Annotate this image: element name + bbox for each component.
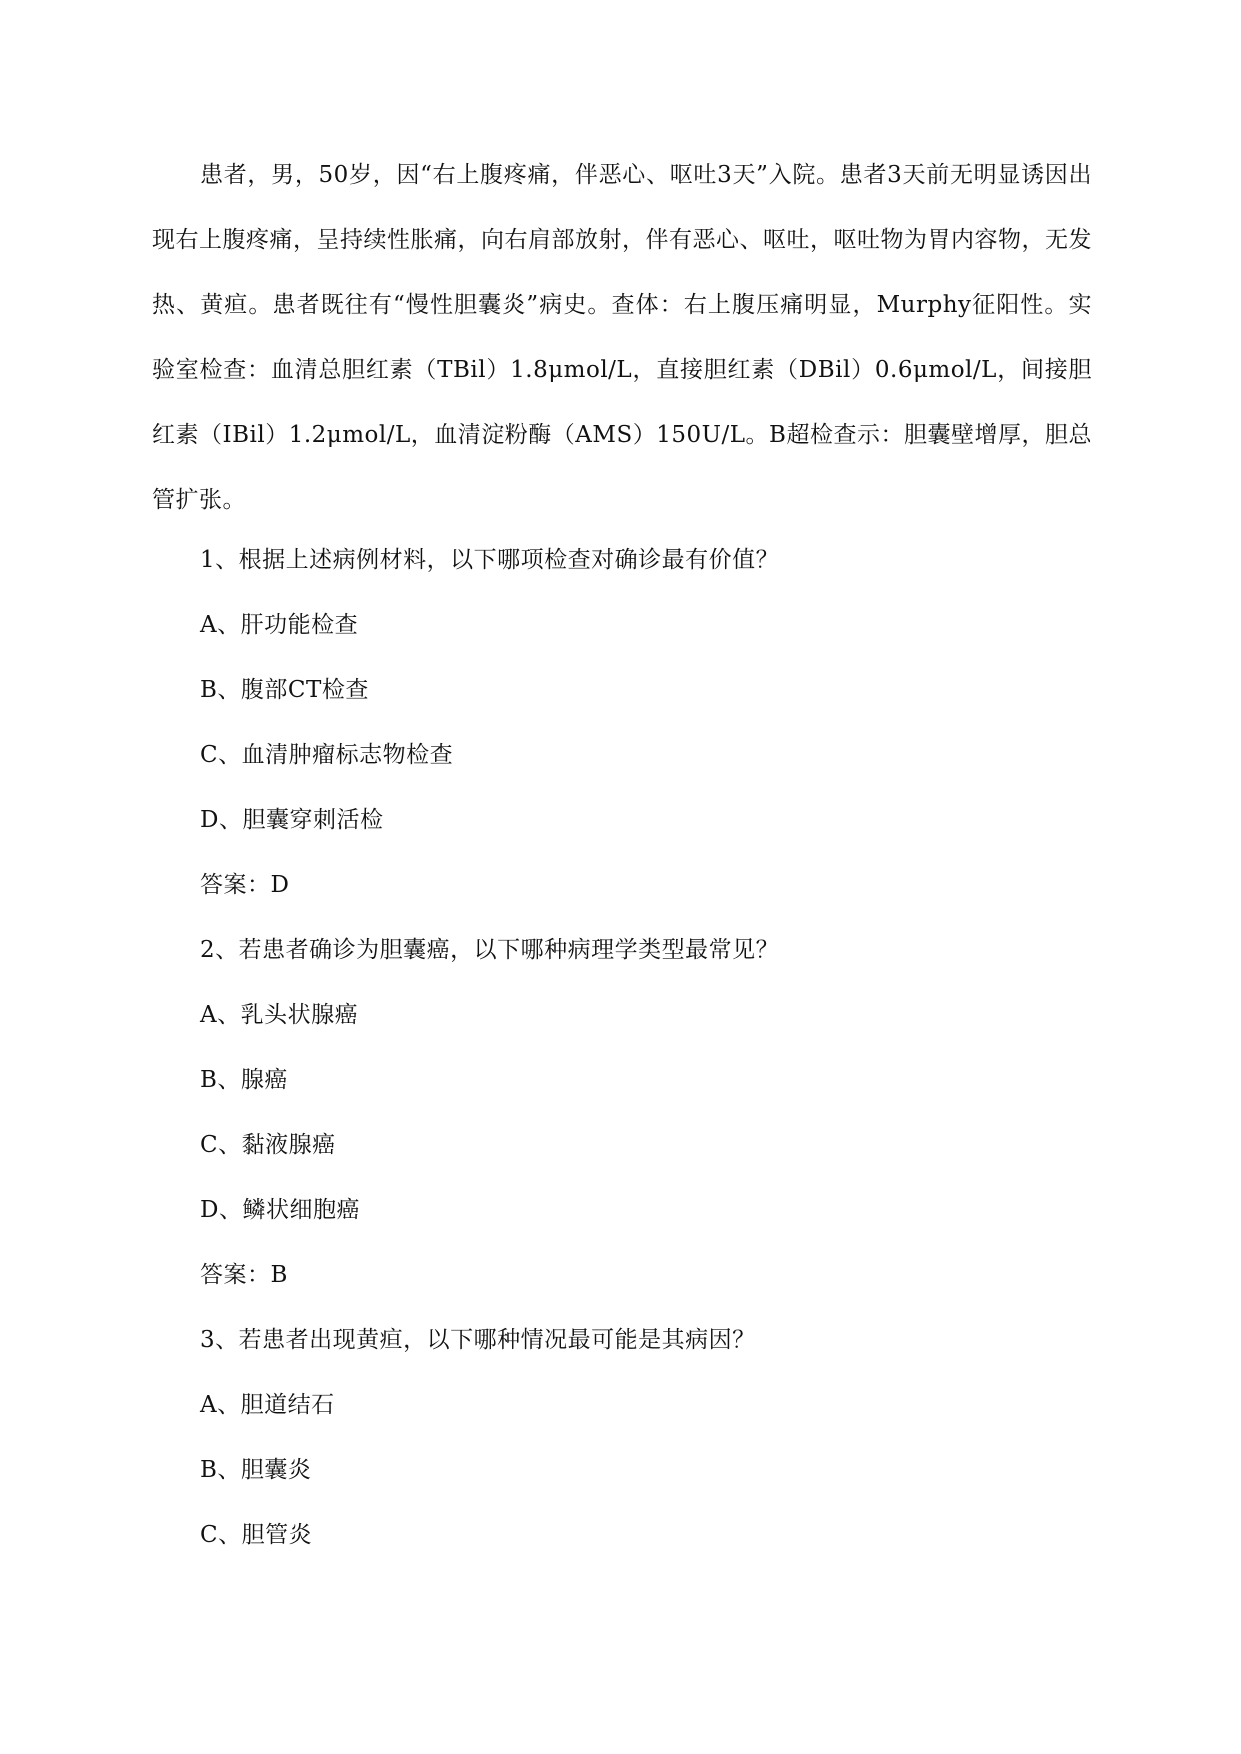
question-1: 1、根据上述病例材料，以下哪项检查对确诊最有价值？	[200, 547, 780, 573]
q1-option-d: D、胆囊穿刺活检	[200, 807, 384, 833]
q2-option-d: D、鳞状细胞癌	[200, 1197, 360, 1223]
question-3: 3、若患者出现黄疸，以下哪种情况最可能是其病因？	[200, 1327, 756, 1353]
q2-option-c: C、黏液腺癌	[200, 1132, 336, 1158]
q1-answer: 答案：D	[200, 872, 290, 898]
q1-option-a: A、肝功能检查	[200, 612, 359, 638]
q3-option-c: C、胆管炎	[200, 1522, 313, 1548]
q3-option-a: A、胆道结石	[200, 1392, 335, 1418]
question-2: 2、若患者确诊为胆囊癌，以下哪种病理学类型最常见？	[200, 937, 780, 963]
question-list	[200, 528, 1080, 1568]
case-description: 患者，男，50岁，因“右上腹疼痛，伴恶心、呕吐3天”入院。患者3天前无明显诱因出现右上腹疼痛，呈持续性胀痛，向右肩部放射，伴有恶心、呕吐，呕吐物为胃内容物，无发热、黄疸。患者既往有“慢性胆囊炎”病史。查体：右上腹压痛明显，Murphy征阳性。实验室检查：血清总胆红素（TBil）1.8μmol/L，直接胆红素（DBil）0.6μmol/L，间接胆红素（IBil）1.2μmol/L，血清淀粉酶（AMS）150U/L。B超检查示：胆囊壁增厚，胆总管扩张。	[152, 162, 1092, 513]
q2-option-a: A、乳头状腺癌	[200, 1002, 359, 1028]
q2-option-b: B、腺癌	[200, 1067, 288, 1093]
q1-option-b: B、腹部CT检查	[200, 677, 369, 703]
q3-option-b: B、胆囊炎	[200, 1457, 312, 1483]
q1-option-c: C、血清肿瘤标志物检查	[200, 742, 454, 768]
q2-answer: 答案：B	[200, 1262, 288, 1288]
